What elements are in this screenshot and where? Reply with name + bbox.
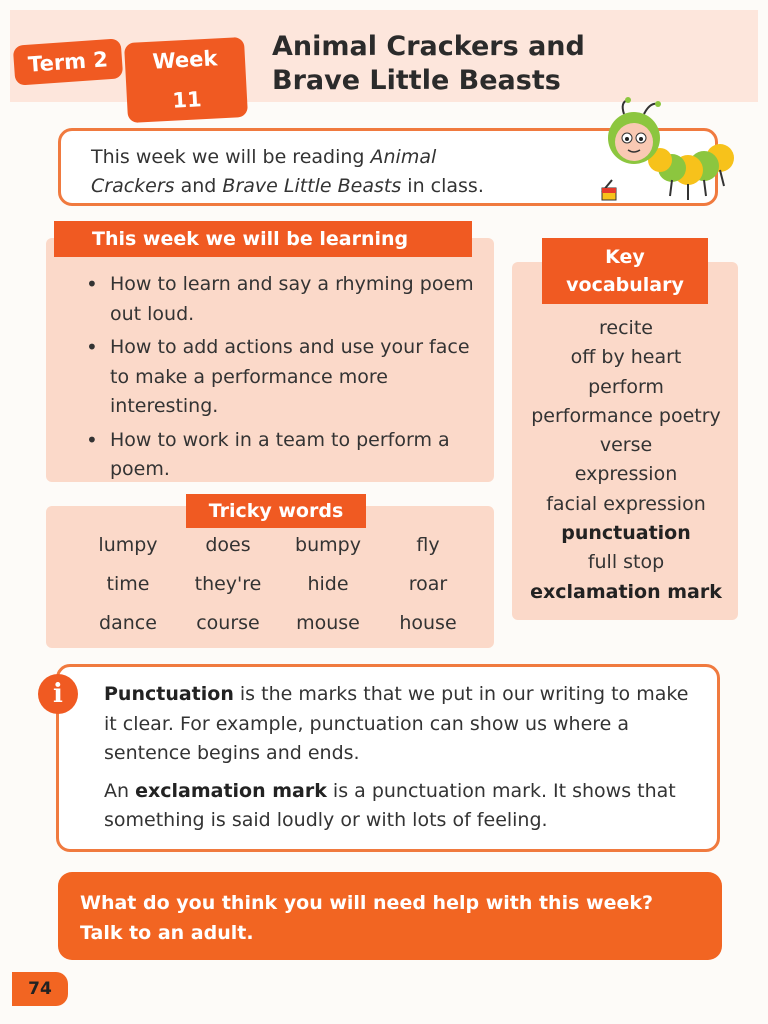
list-item: • How to learn and say a rhyming poem out loud. [82,270,482,329]
learning-heading: This week we will be learning [54,221,472,257]
tricky-word: mouse [296,612,360,634]
title-line-1: Animal Crackers and [272,31,585,62]
tricky-words-grid [78,532,478,637]
caterpillar-icon [598,96,738,208]
info-p2-rest: is a punctuation mark. It shows that something is said loudly or with lots of feeling. [104,779,676,831]
week-tag: Week 11 [124,37,248,123]
book-title-1b: Crackers [91,175,175,197]
vocab-item: facial expression [546,492,706,515]
tricky-word: time [106,573,150,595]
book-title-2: Brave Little Beasts [222,175,402,197]
tricky-words-heading: Tricky words [186,494,366,528]
list-item: • How to add actions and use your face to make a performance more interesting. [82,333,482,422]
info-term-punctuation: Punctuation [104,683,234,705]
vocab-item: verse [599,434,653,457]
tricky-word: bumpy [295,534,361,556]
vocab-item: full stop [587,551,665,574]
title-line-2: Brave Little Beasts [272,65,561,96]
vocabulary-heading-line-1: Key [605,246,645,268]
tricky-word: house [399,612,457,634]
tricky-word: course [196,612,260,634]
info-paragraph-1 [104,680,694,769]
intro-text [91,143,561,201]
question-text [80,888,700,948]
page-number: 74 [12,972,68,1006]
info-paragraph-2 [104,777,694,836]
vocab-item: expression [574,463,678,486]
question-line-1: What do you think you will need help with this week? [80,892,654,914]
term-tag: Term 2 [13,38,124,85]
info-icon: i [38,674,78,714]
vocab-item: recite [599,317,653,339]
tricky-word: roar [408,573,448,595]
vocab-item: perform [588,375,664,398]
vocabulary-heading [542,238,708,304]
vocab-item: exclamation mark [530,580,722,603]
tricky-word: fly [416,534,440,556]
tricky-word: dance [99,612,157,634]
intro-text-b: and [174,175,223,197]
question-line-2: Talk to an adult. [80,922,254,944]
vocab-item: punctuation [561,522,691,545]
list-item: • How to work in a team to perform a poem. [82,426,482,485]
info-p1-rest: is the marks that we put in our writing to make it clear. For example, punctuation can show us where a sentence begins and ends. [104,683,689,764]
page-title [272,30,692,98]
tricky-word: does [205,534,251,556]
info-text [104,680,694,844]
tricky-word: lumpy [98,534,158,556]
learning-list [82,270,482,489]
book-title-1a: Animal [370,146,437,168]
info-p2-start: An [104,779,136,802]
tricky-word: hide [307,573,349,595]
info-term-exclamation: exclamation mark [135,779,327,802]
intro-text-c: in class. [401,175,484,197]
vocab-item: off by heart [570,346,682,369]
vocabulary-list [512,314,740,607]
vocabulary-heading-line-2: vocabulary [566,274,684,296]
tricky-word: they're [194,573,262,595]
intro-text-a: This week we will be reading [91,146,371,168]
vocab-item: performance poetry [531,404,721,427]
